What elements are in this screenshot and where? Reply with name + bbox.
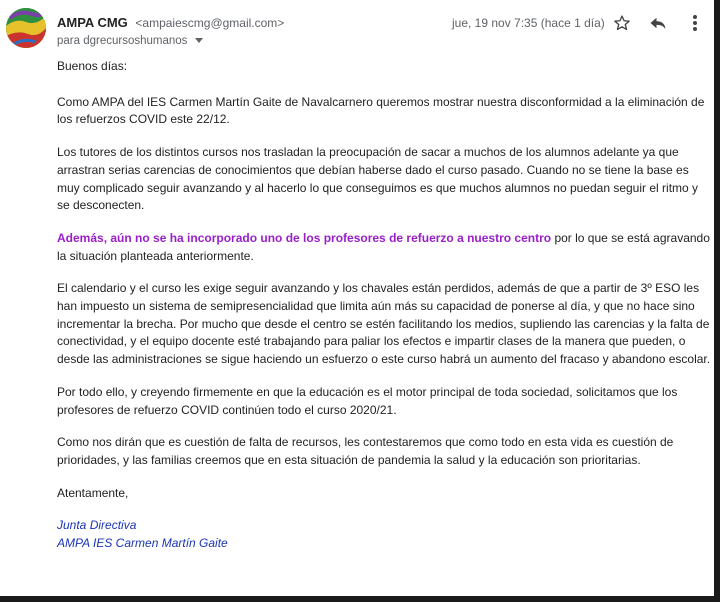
paragraph-5: Por todo ello, y creyendo firmemente en que la educación es el motor principal de toda sociedad, solicitamos que los profesores de refuerzo COVID continúen todo el curso 2020/21. — [57, 384, 678, 417]
reply-icon[interactable] — [647, 12, 669, 34]
message-body — [57, 58, 711, 553]
signature-line-1: Junta Directiva — [57, 518, 137, 533]
sender-avatar[interactable] — [6, 8, 46, 48]
greeting: Buenos días: — [57, 59, 128, 73]
closing: Atentamente, — [57, 485, 129, 500]
paragraph-2: Los tutores de los distintos cursos nos trasladan la preocupación de sacar a muchos de los alumnos adelante ya que arrastran serias carencias de conocimientos que debían haberse dado el curso pasado. Cuando no se tiene la base es muy complicado seguir avanzando y al hacerlo lo que conseguimos es que muchos alumnos no puedan seguir el ritmo y se desconecten. — [57, 145, 699, 213]
message-date: jue, 19 nov 7:35 (hace 1 día) — [452, 16, 605, 30]
paragraph-6: Como nos dirán que es cuestión de falta de recursos, les contestaremos que como todo en esta vida es cuestión de prioridades, y las familias creemos que en esta situación de pandemia la salud y la educación son prioritarias. — [57, 435, 674, 467]
chevron-down-icon[interactable] — [195, 36, 203, 46]
signature-line-2: AMPA IES Carmen Martín Gaite — [57, 536, 228, 551]
recipient-text: para dgrecursoshumanos — [57, 35, 188, 47]
sender-line — [57, 15, 284, 30]
paragraph-4: El calendario y el curso les exige seguir avanzando y los chavales están perdidos, además de que a partir de 3º ESO les han impuesto un sistema de semipresencialidad que limita aún más su capacidad de ponerse al día, y que no hace sino incrementar la brecha. Por mucho que desde el centro se estén facilitando los medios, supliendo las carencias y la falta de conectividad, y el equipo docente esté trabajando para paliar los efectos e impartir clases de la manera que pueden, o desde las administraciones se sigue haciendo un esfuerzo o este curso habrá un aumento del fracaso y abandono escolar. — [57, 281, 711, 367]
highlighted-text: Además, aún no se ha incorporado uno de los profesores de refuerzo a nuestro centro — [57, 230, 552, 245]
sender-email: <ampaiescmg@gmail.com> — [135, 16, 285, 30]
recipient-line[interactable] — [57, 35, 203, 47]
paragraph-3-rest: por lo que se está agravando la situación planteada anteriormente. — [57, 230, 710, 263]
avatar-logo-image — [6, 8, 46, 48]
sender-name[interactable]: AMPA CMG — [57, 15, 128, 30]
paragraph-3 — [57, 230, 711, 265]
star-icon[interactable] — [611, 12, 633, 34]
more-options-icon[interactable] — [684, 12, 706, 34]
paragraph-1: Como AMPA del IES Carmen Martín Gaite de Navalcarnero queremos mostrar nuestra disconformidad a la eliminación de los refuerzos COVID este 22/12. — [57, 94, 705, 127]
